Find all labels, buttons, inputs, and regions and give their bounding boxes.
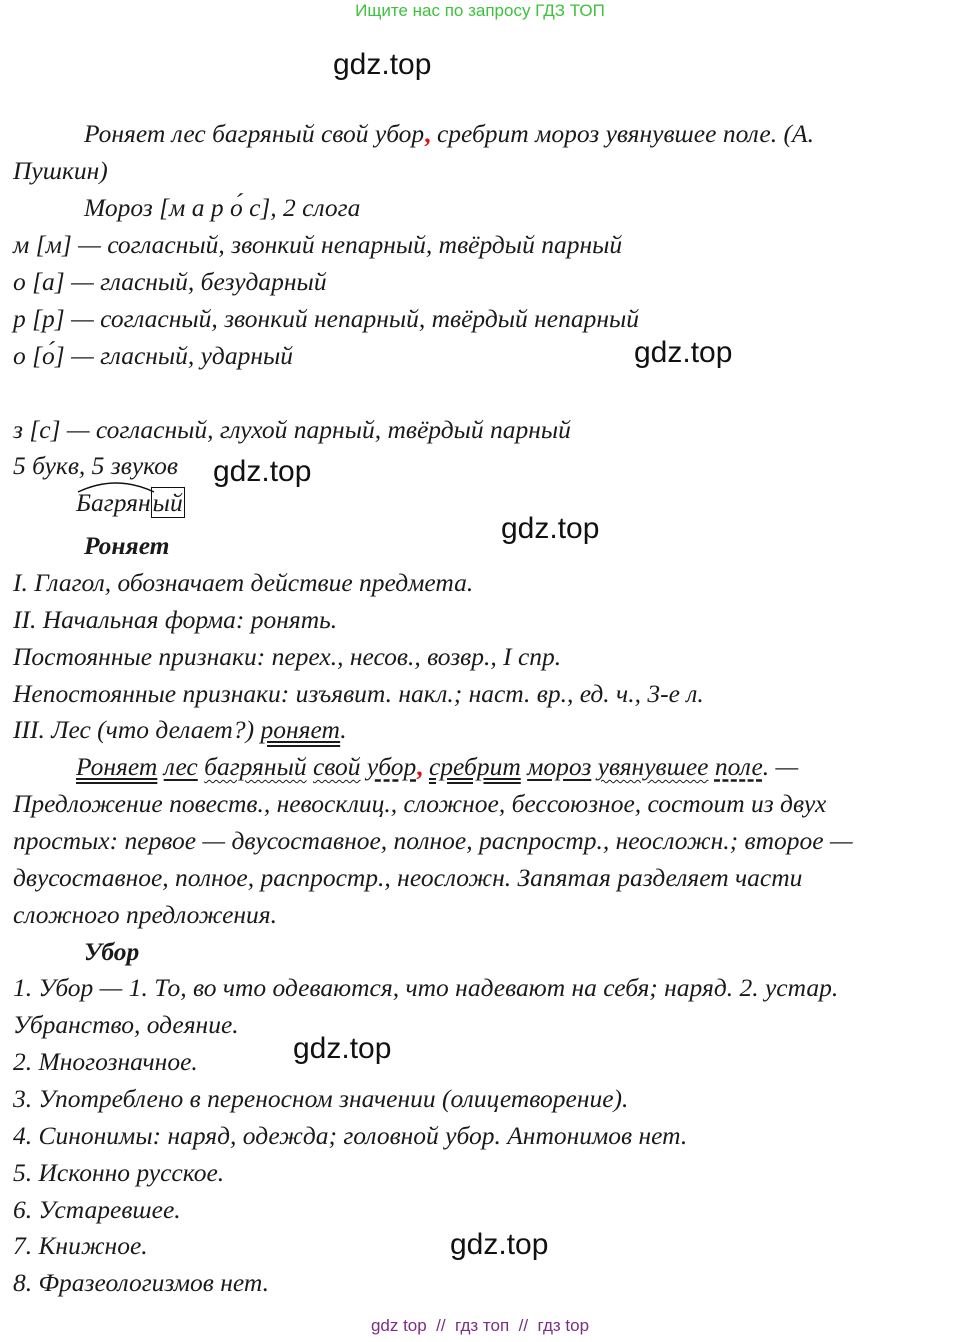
syntax-dash: . — bbox=[762, 752, 799, 781]
syntax-comma: , bbox=[416, 752, 423, 781]
phonetic-line: р [р] — согласный, звонкий непарный, твёрдый непарный bbox=[13, 304, 640, 333]
lexical-line: 8. Фразеологизмов нет. bbox=[13, 1268, 269, 1297]
predicate: роняет bbox=[260, 715, 341, 744]
sentence-line: Пушкин) bbox=[13, 156, 108, 185]
syntax-line: Предложение повеств., невосклиц., сложное, бессоюзное, состоит из двух bbox=[13, 789, 827, 818]
watermark: gdz.top bbox=[450, 1228, 549, 1261]
root-arc bbox=[76, 480, 156, 494]
lexical-line: 7. Книжное. bbox=[13, 1231, 148, 1260]
lexical-line: 1. Убор — 1. То, во что одеваются, что надевают на себя; наряд. 2. устар. bbox=[13, 973, 839, 1002]
lexical-line: 6. Устаревшее. bbox=[13, 1195, 181, 1224]
watermark: gdz.top bbox=[634, 336, 733, 369]
lexical-line: 2. Многозначное. bbox=[13, 1047, 198, 1076]
morph-title: Роняет bbox=[84, 531, 170, 560]
lexical-line: 3. Употреблено в переносном значении (олицетворение). bbox=[13, 1084, 629, 1113]
syntax-line: простых: первое — двусоставное, полное, распростр., неосложн.; второе — bbox=[13, 826, 853, 855]
top-banner: Ищите нас по запросу ГДЗ ТОП bbox=[355, 1, 605, 20]
root-text: Багрян bbox=[76, 488, 151, 517]
object: убор bbox=[366, 752, 417, 781]
phonetic-line: 5 букв, 5 звуков bbox=[13, 451, 178, 480]
sentence-line bbox=[84, 119, 814, 149]
morph-line: Непостоянные признаки: изъявит. накл.; наст. вр., ед. ч., 3-е л. bbox=[13, 679, 704, 708]
attribute: багряный bbox=[204, 752, 307, 781]
syntax-sentence bbox=[76, 752, 798, 782]
lexical-line: Убранство, одеяние. bbox=[13, 1010, 239, 1039]
word-root bbox=[76, 488, 151, 517]
attribute: увянувшее bbox=[597, 752, 709, 781]
morphemic-analysis bbox=[76, 488, 185, 518]
subject: лес bbox=[163, 752, 198, 781]
word-ending: ый bbox=[152, 488, 183, 517]
predicate: Роняет bbox=[76, 752, 158, 781]
morph-text: . bbox=[340, 715, 347, 744]
watermark: gdz.top bbox=[293, 1032, 392, 1065]
morph-line: II. Начальная форма: ронять. bbox=[13, 605, 338, 634]
phonetic-line: о [о́] — гласный, ударный bbox=[13, 341, 293, 370]
phonetic-head: Мороз [м а р о́ с], 2 слога bbox=[84, 193, 361, 222]
phonetic-line: з [с] — согласный, глухой парный, твёрдый парный bbox=[13, 415, 571, 444]
morph-line: Постоянные признаки: перех., несов., возвр., I спр. bbox=[13, 642, 562, 671]
predicate: сребрит bbox=[428, 752, 521, 781]
syntax-line: сложного предложения. bbox=[13, 900, 278, 929]
lexical-title: Убор bbox=[84, 937, 140, 966]
morph-text: III. Лес (что делает?) bbox=[13, 715, 261, 744]
sentence-part: сребрит мороз увянувшее поле. (А. bbox=[430, 119, 814, 148]
phonetic-line: м [м] — согласный, звонкий непарный, твёрдый парный bbox=[13, 230, 623, 259]
subject: мороз bbox=[527, 752, 592, 781]
lexical-line: 5. Исконно русское. bbox=[13, 1158, 225, 1187]
morph-line: I. Глагол, обозначает действие предмета. bbox=[13, 568, 474, 597]
morph-line bbox=[13, 715, 347, 745]
syntax-line: двусоставное, полное, распростр., неосложн. Запятая разделяет части bbox=[13, 863, 803, 892]
watermark: gdz.top bbox=[333, 48, 432, 81]
watermark: gdz.top bbox=[501, 512, 600, 545]
sentence-part: Роняет лес багряный свой убор bbox=[84, 119, 425, 148]
watermark: gdz.top bbox=[213, 455, 312, 488]
sentence-comma: , bbox=[424, 119, 431, 148]
attribute: свой bbox=[312, 752, 361, 781]
footer-links: gdz top // гдз топ // гдз top bbox=[370, 1316, 590, 1335]
object: поле bbox=[714, 752, 763, 781]
lexical-line: 4. Синонимы: наряд, одежда; головной убор. Антонимов нет. bbox=[13, 1121, 688, 1150]
phonetic-line: о [а] — гласный, безударный bbox=[13, 267, 327, 296]
